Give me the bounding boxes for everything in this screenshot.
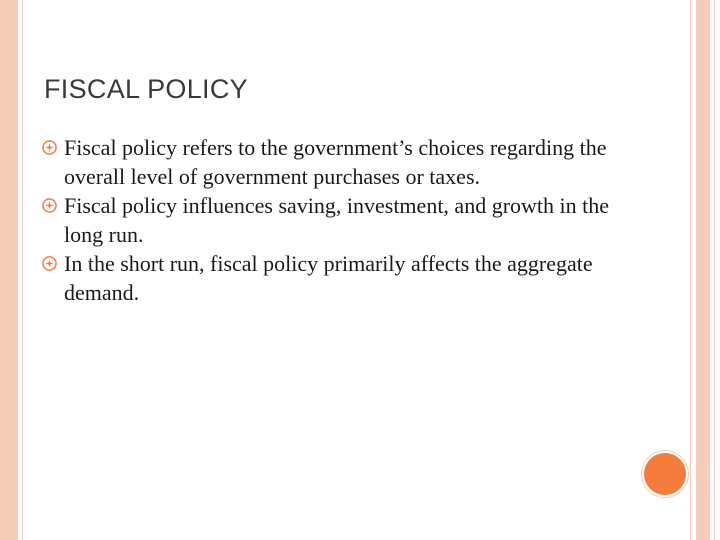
accent-circle [642, 451, 688, 497]
slide-title: FISCAL POLICY [44, 74, 248, 104]
frame-right-rule [690, 0, 691, 540]
frame-left-band [0, 0, 18, 540]
bullet-list [64, 133, 624, 307]
frame-right-band [696, 0, 710, 540]
flower-bullet-icon [42, 256, 57, 271]
flower-bullet-icon [42, 140, 57, 155]
flower-bullet-icon [42, 198, 57, 213]
bullet-text: In the short run, fiscal policy primarily affects the aggregate demand. [64, 251, 593, 305]
bullet-text: Fiscal policy refers to the government’s choices regarding the overall level of government purchases or taxes. [64, 135, 607, 189]
bullet-text: Fiscal policy influences saving, investment, and growth in the long run. [64, 193, 610, 247]
frame-right-rule-outer [714, 0, 715, 540]
bullet-item [64, 191, 624, 249]
bullet-item [64, 249, 624, 307]
frame-left-rule [22, 0, 23, 540]
bullet-item [64, 133, 624, 191]
